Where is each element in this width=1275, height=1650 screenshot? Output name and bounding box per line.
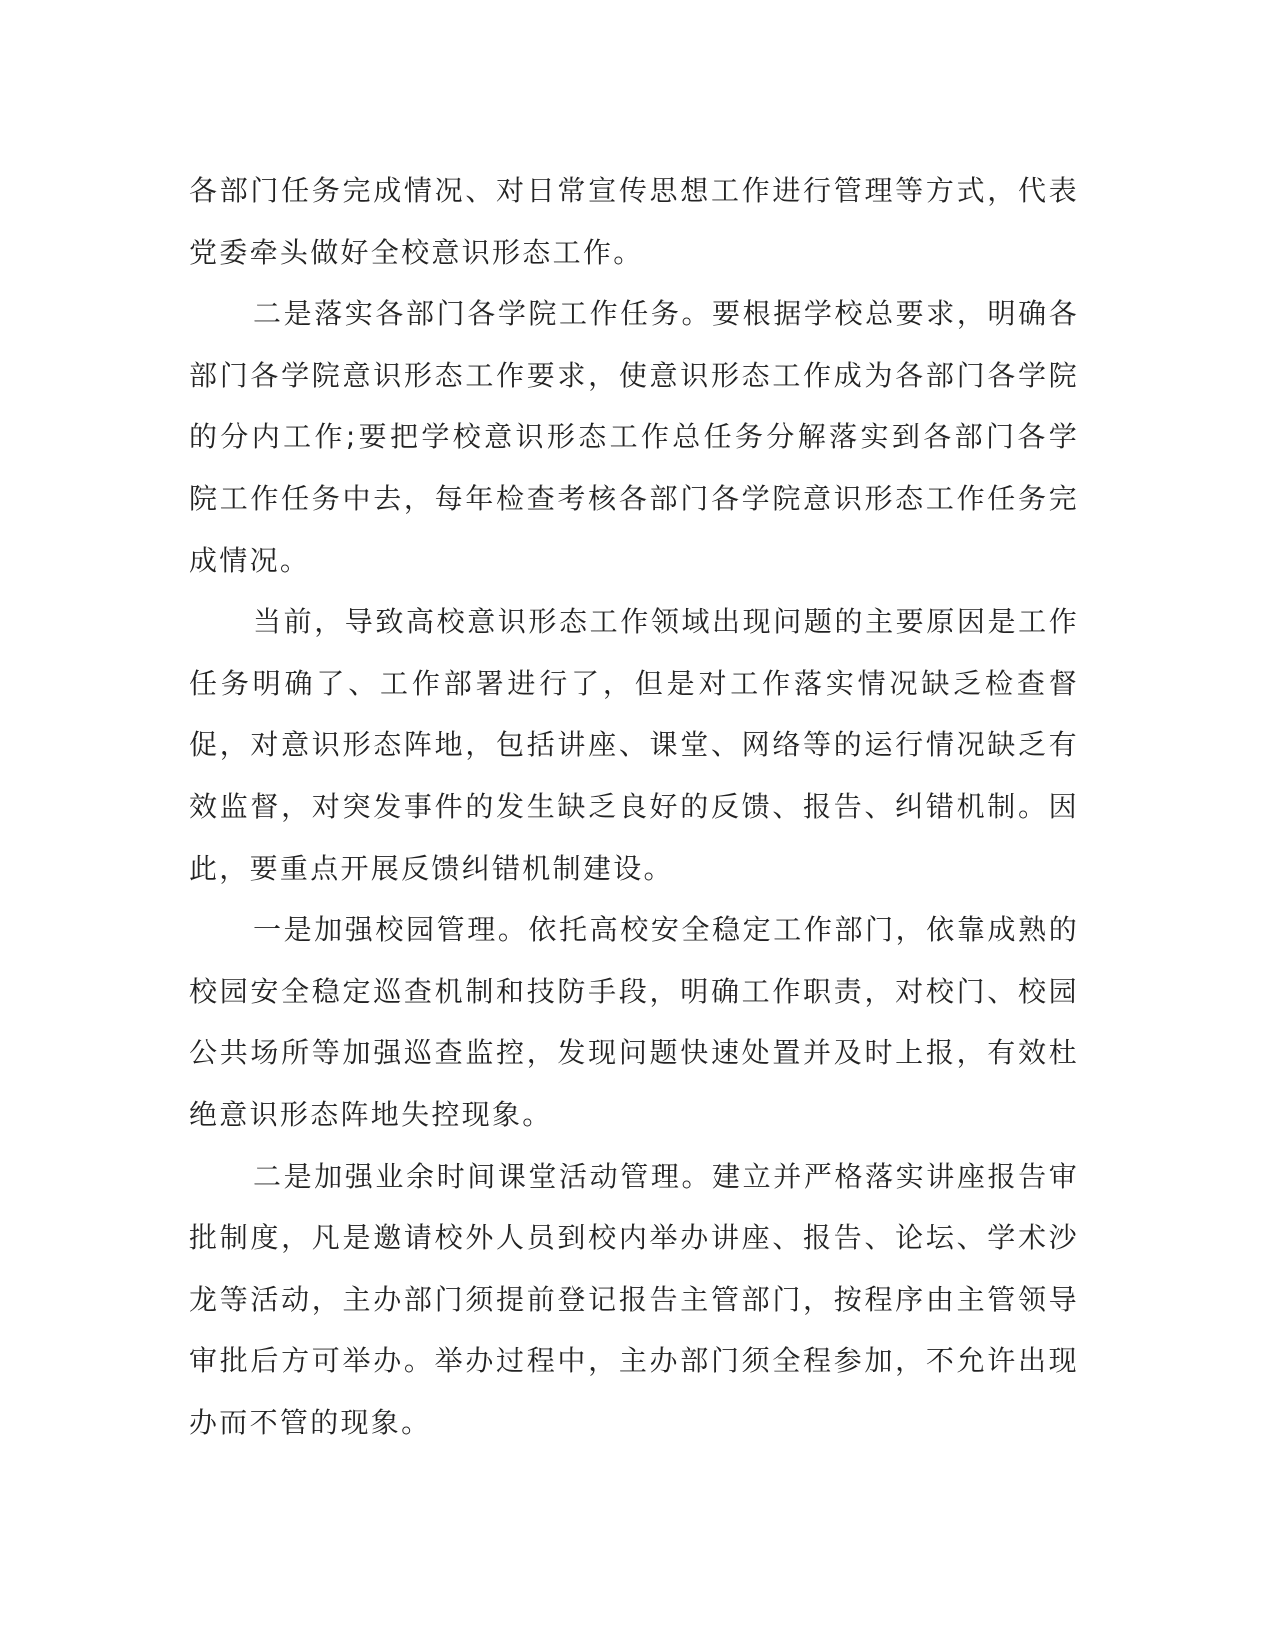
paragraph-3: 当前，导致高校意识形态工作领域出现问题的主要原因是工作任务明确了、工作部署进行了，但是对工作落实情况缺乏检查督促，对意识形态阵地，包括讲座、课堂、网络等的运行情况缺乏有效监督，对突发事件的发生缺乏良好的反馈、报告、纠错机制。因此，要重点开展反馈纠错机制建设。 xyxy=(189,605,1079,885)
paragraph-2: 二是落实各部门各学院工作任务。要根据学校总要求，明确各部门各学院意识形态工作要求，使意识形态工作成为各部门各学院的分内工作;要把学校意识形态工作总任务分解落实到各部门各学院工作任务中去，每年检查考核各部门各学院意识形态工作任务完成情况。 xyxy=(189,297,1079,577)
paragraph-5: 二是加强业余时间课堂活动管理。建立并严格落实讲座报告审批制度，凡是邀请校外人员到校内举办讲座、报告、论坛、学术沙龙等活动，主办部门须提前登记报告主管部门，按程序由主管领导审批后方可举办。举办过程中，主办部门须全程参加，不允许出现办而不管的现象。 xyxy=(189,1159,1079,1439)
paragraph-4: 一是加强校园管理。依托高校安全稳定工作部门，依靠成熟的校园安全稳定巡查机制和技防手段，明确工作职责，对校门、校园公共场所等加强巡查监控，发现问题快速处置并及时上报，有效杜绝意识形态阵地失控现象。 xyxy=(189,913,1079,1131)
document-body xyxy=(189,160,1079,1453)
paragraph-1: 各部门任务完成情况、对日常宣传思想工作进行管理等方式，代表党委牵头做好全校意识形态工作。 xyxy=(189,174,1079,269)
